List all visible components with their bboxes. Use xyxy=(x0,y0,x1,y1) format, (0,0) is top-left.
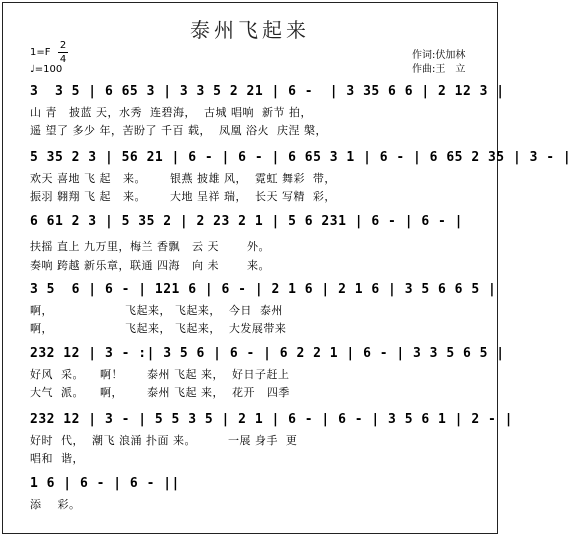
system-6-lyrics-verse-2: 唱和 谐， xyxy=(30,452,84,465)
system-5-notes: 232 12 | 3 - :| 3 5 6 | 6 - | 6 2 2 1 | 6 - | 3 3 5 6 5 | xyxy=(30,346,505,361)
system-2-lyrics-verse-2: 振羽 翱翔 飞 起 来。 大地 呈祥 瑞， 长天 写精 彩， xyxy=(30,190,336,203)
system-4-lyrics-verse-1: 啊， 飞起来， 飞起来， 今日 泰州 xyxy=(30,304,283,317)
system-4-notes: 3 5 6 | 6 - | 121 6 | 6 - | 2 1 6 | 2 1 6 | 3 5 6 6 5 | xyxy=(30,282,497,297)
tempo-marking: ♩=100 xyxy=(30,64,63,75)
system-1-lyrics-verse-1: 山 青 披蓝 天，水秀 连碧海， 古城 唱响 新节 拍， xyxy=(30,106,312,119)
system-3-notes: 6 61 2 3 | 5 35 2 | 2 23 2 1 | 5 6 231 | 6 - | 6 - | xyxy=(30,214,463,229)
system-6-notes: 232 12 | 3 - | 5 5 3 5 | 2 1 | 6 - | 6 - | 3 5 6 1 | 2 - | xyxy=(30,412,513,427)
key-signature: 1=F xyxy=(30,47,51,58)
system-1-notes: 3 3 5 | 6 65 3 | 3 3 5 2 21 | 6 - | 3 35 6 6 | 2 12 3 | xyxy=(30,84,505,99)
system-3-lyrics-verse-2: 奏响 跨越 新乐章，联通 四海 向 未 来。 xyxy=(30,259,270,272)
system-2-lyrics-verse-1: 欢天 喜地 飞 起 来。 银燕 披雄 风， 霓虹 舞彩 带， xyxy=(30,172,336,185)
time-signature xyxy=(58,40,68,65)
system-7-lyrics: 添 彩。 xyxy=(30,498,81,511)
system-2-notes: 5 35 2 3 | 56 21 | 6 - | 6 - | 6 65 3 1 | 6 - | 6 65 2 35 | 3 - | xyxy=(30,150,571,165)
system-3-lyrics-verse-1: 扶摇 直上 九万里，梅兰 香飘 云 天 外。 xyxy=(30,240,270,253)
system-5-lyrics-verse-2: 大气 派。 啊， 泰州 飞起 来， 花开 四季 xyxy=(30,386,290,399)
lyricist-credit: 作词:伏加林 xyxy=(412,50,466,61)
time-signature-top: 2 xyxy=(59,40,67,51)
system-6-lyrics-verse-1: 好时 代， 潮飞 浪涌 扑面 来。 一展 身手 更 xyxy=(30,434,298,447)
time-signature-bottom: 4 xyxy=(59,54,67,65)
system-1-lyrics-verse-2: 遥 望了 多少 年，苦盼了 千百 载， 凤凰 浴火 庆涅 槃， xyxy=(30,124,327,137)
composer-credit: 作曲:王 立 xyxy=(412,64,466,75)
song-title: 泰州飞起来 xyxy=(190,18,310,42)
system-5-lyrics-verse-1: 好风 采。 啊！ 泰州 飞起 来， 好日子赶上 xyxy=(30,368,290,381)
system-7-notes: 1 6 | 6 - | 6 - || xyxy=(30,476,180,491)
system-4-lyrics-verse-2: 啊， 飞起来， 飞起来， 大发展带来 xyxy=(30,322,287,335)
